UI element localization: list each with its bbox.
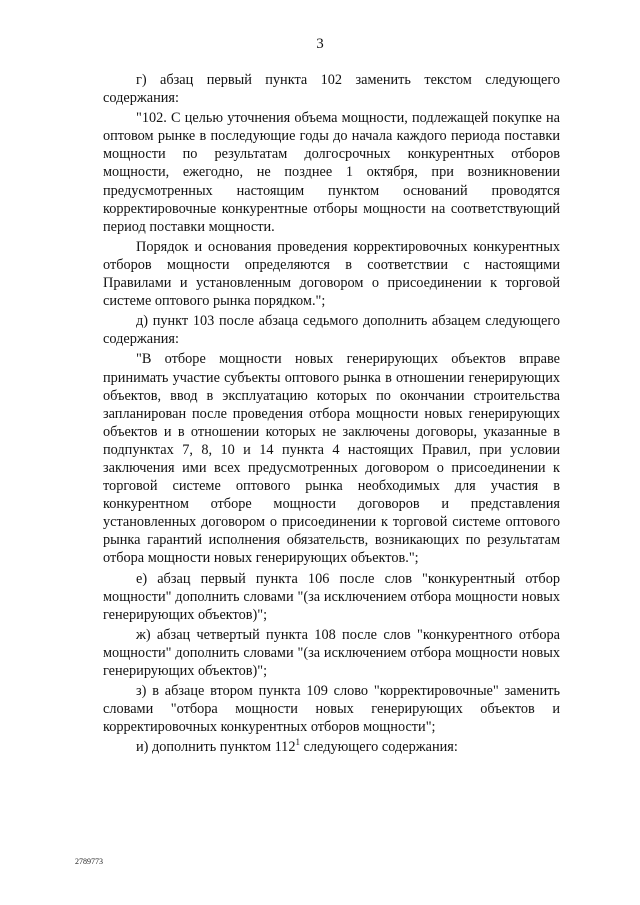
- paragraph-amendment-i: [103, 738, 560, 756]
- document-code: 2789773: [75, 857, 103, 866]
- paragraph-new-objects-selection: "В отборе мощности новых генерирующих объектов вправе принимать участие субъекты оптового рынка в отношении генерирующих объектов, ввод в эксплуатацию которых по окончании строительства запланирован после проведения отбора мощности новых генерирующих объектов и в отношении которых не заключены договоры, указанные в подпунктах 7, 8, 10 и 14 пункта 4 настоящих Правил, при условии заключения ими всех предусмотренных договором о присоединении к торговой системе оптового рынка необходимых для участия в конкурентном отборе мощности договоров и представления установленных договором о присоединении к торговой системе оптового рынка гарантий исполнения обязательств, возникающих по результатам отбора мощности новых генерирующих объектов.";: [103, 351, 560, 567]
- document-body: [103, 71, 560, 758]
- paragraph-point-102: "102. С целью уточнения объема мощности, подлежащей покупке на оптовом рынке в последующие годы до начала каждого периода поставки мощности по результатам долгосрочных конкурентных отборов мощности, ежегодно, не позднее 1 октября, при возникновении предусмотренных настоящим пунктом оснований проводятся корректировочные конкурентные отборы мощности на соответствующий период поставки мощности.: [103, 110, 560, 235]
- paragraph-amendment-i-after: следующего содержания:: [299, 739, 458, 756]
- paragraph-amendment-z: з) в абзаце втором пункта 109 слово "корректировочные" заменить словами "отбора мощности новых генерирующих объектов и корректировочных конкурентных отборов мощности";: [103, 683, 560, 736]
- paragraph-amendment-zh: ж) абзац четвертый пункта 108 после слов "конкурентного отбора мощности" дополнить словами "(за исключением отбора мощности новых генерирующих объектов)";: [103, 626, 560, 679]
- paragraph-amendment-i-before: и) дополнить пунктом 112: [136, 739, 296, 756]
- paragraph-amendment-g: г) абзац первый пункта 102 заменить текстом следующего содержания:: [103, 72, 560, 107]
- paragraph-amendment-d: д) пункт 103 после абзаца седьмого дополнить абзацем следующего содержания:: [103, 313, 560, 348]
- paragraph-procedure: Порядок и основания проведения корректировочных конкурентных отборов мощности определяются в соответствии с настоящими Правилами и установленным договором о присоединении к торговой системе оптового рынка порядком.";: [103, 238, 560, 310]
- paragraph-amendment-i-superscript: 1: [295, 737, 300, 748]
- page-number: 3: [316, 36, 324, 52]
- paragraph-amendment-e: е) абзац первый пункта 106 после слов "конкурентный отбор мощности" дополнить словами "(за исключением отбора мощности новых генерирующих объектов)";: [103, 570, 560, 623]
